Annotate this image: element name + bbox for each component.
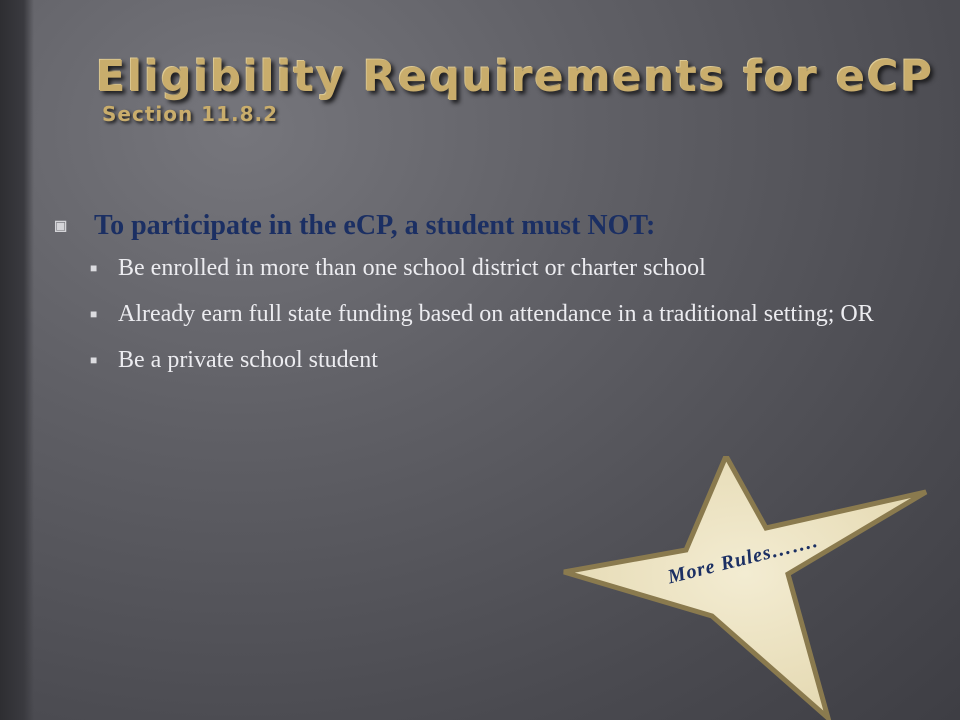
main-bullet-point <box>54 210 914 242</box>
sub-bullet-item <box>90 252 914 285</box>
more-rules-label: More Rules……. <box>665 529 821 589</box>
sub-bullet-list <box>90 252 914 377</box>
left-decorative-band <box>0 0 34 720</box>
sub-point-text: Be enrolled in more than one school district or charter school <box>118 255 706 281</box>
sub-bullet-item <box>90 344 914 377</box>
slide-title: Eligibility Requirements for eCP <box>96 52 935 102</box>
square-bullet-icon: ■ <box>90 353 98 367</box>
square-bullet-icon: ■ <box>90 307 98 321</box>
main-point-text: To participate in the eCP, a student must NOT: <box>94 210 656 241</box>
more-rules-star-callout[interactable] <box>556 456 936 720</box>
star-icon <box>556 456 936 720</box>
slide-subtitle: Section 11.8.2 <box>102 102 279 126</box>
square-outline-bullet-icon: ▣ <box>54 219 68 234</box>
sub-bullet-item <box>90 298 914 331</box>
slide-title-block <box>96 52 946 126</box>
sub-point-text: Be a private school student <box>118 347 378 373</box>
square-bullet-icon: ■ <box>90 261 98 275</box>
slide-body <box>54 210 914 390</box>
sub-point-text: Already earn full state funding based on attendance in a traditional setting; OR <box>118 301 874 327</box>
